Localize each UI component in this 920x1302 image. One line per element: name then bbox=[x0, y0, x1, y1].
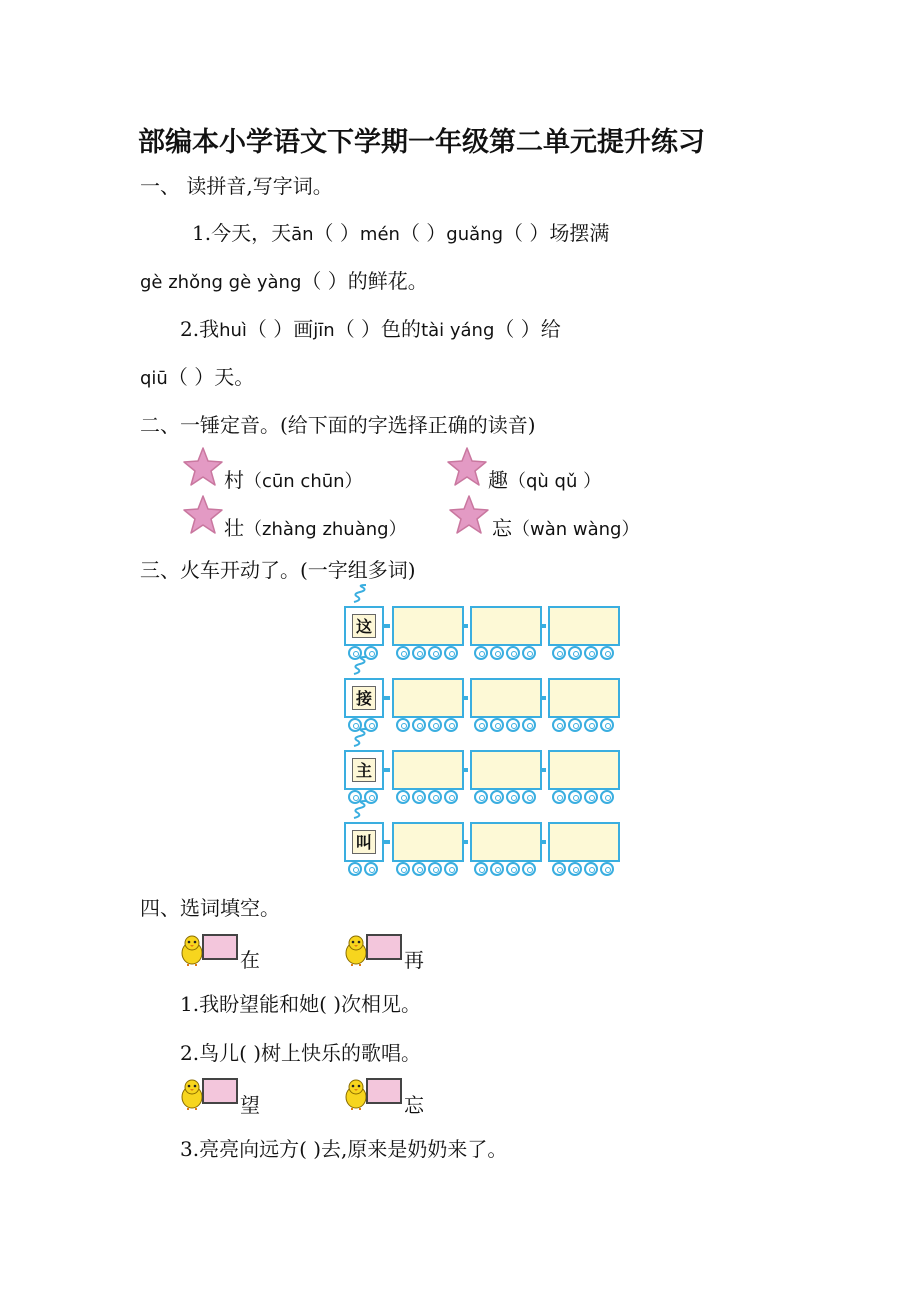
page-title: 部编本小学语文下学期一年级第二单元提升练习 bbox=[138, 127, 705, 158]
train bbox=[344, 668, 634, 732]
wheel-icon bbox=[552, 790, 566, 804]
train-car-answer-box bbox=[548, 606, 620, 646]
answer-box bbox=[202, 934, 238, 960]
wheel-icon bbox=[600, 718, 614, 732]
wheel-icon bbox=[490, 718, 504, 732]
wheel-icon bbox=[428, 718, 442, 732]
car-coupling bbox=[540, 768, 546, 772]
car-coupling bbox=[462, 696, 468, 700]
item-zhuang: 壮（zhàng zhuàng） bbox=[224, 516, 407, 540]
train-engine bbox=[344, 822, 384, 862]
wheel-icon bbox=[428, 790, 442, 804]
wheel-icon bbox=[584, 646, 598, 660]
wheel-icon bbox=[412, 862, 426, 876]
wheel-icon bbox=[568, 718, 582, 732]
train bbox=[344, 812, 634, 876]
train-car-answer-box bbox=[548, 678, 620, 718]
train-engine bbox=[344, 606, 384, 646]
wheel-icon bbox=[474, 718, 488, 732]
q2-line2: qiū（ ）天。 bbox=[140, 365, 255, 389]
wheel-icon bbox=[506, 718, 520, 732]
q4-2: 2.鸟儿( )树上快乐的歌唱。 bbox=[180, 1041, 422, 1065]
wheel-icon bbox=[444, 790, 458, 804]
item-qu: 趣（qù qǔ ） bbox=[488, 468, 602, 492]
wheel-icon bbox=[568, 790, 582, 804]
car-coupling bbox=[384, 624, 390, 628]
train-car-answer-box bbox=[392, 750, 464, 790]
train-engine bbox=[344, 678, 384, 718]
section3-heading: 三、火车开动了。(一字组多词) bbox=[140, 558, 416, 582]
car-coupling bbox=[540, 696, 546, 700]
wheel-icon bbox=[412, 718, 426, 732]
wheel-icon bbox=[490, 646, 504, 660]
wheel-icon bbox=[396, 718, 410, 732]
car-coupling bbox=[384, 768, 390, 772]
wheel-icon bbox=[428, 646, 442, 660]
engine-character: 主 bbox=[352, 758, 376, 782]
engine-character: 这 bbox=[352, 614, 376, 638]
item-wang: 忘（wàn wàng） bbox=[492, 516, 640, 540]
wheel-icon bbox=[474, 790, 488, 804]
wheel-icon bbox=[522, 790, 536, 804]
train-car-answer-box bbox=[392, 606, 464, 646]
wheel-icon bbox=[412, 790, 426, 804]
car-coupling bbox=[462, 768, 468, 772]
wheel-icon bbox=[552, 718, 566, 732]
wheel-icon bbox=[522, 862, 536, 876]
car-coupling bbox=[384, 696, 390, 700]
wheel-icon bbox=[584, 718, 598, 732]
train-car-answer-box bbox=[392, 822, 464, 862]
train-car-answer-box bbox=[470, 678, 542, 718]
q4-1: 1.我盼望能和她( )次相见。 bbox=[180, 992, 422, 1016]
wheel-icon bbox=[584, 790, 598, 804]
train-car-answer-box bbox=[548, 822, 620, 862]
wheel-icon bbox=[584, 862, 598, 876]
wheel-icon bbox=[396, 862, 410, 876]
car-coupling bbox=[540, 624, 546, 628]
wheel-icon bbox=[444, 862, 458, 876]
section4-heading: 四、选词填空。 bbox=[140, 896, 280, 920]
train-car-answer-box bbox=[470, 750, 542, 790]
wheel-icon bbox=[522, 646, 536, 660]
wheel-icon bbox=[474, 862, 488, 876]
train-car-answer-box bbox=[548, 750, 620, 790]
star-icon bbox=[446, 446, 488, 488]
section1-heading: 一、 读拼音,写字词。 bbox=[140, 174, 333, 198]
chick-icon bbox=[180, 1078, 204, 1110]
wheel-icon bbox=[396, 646, 410, 660]
wheel-icon bbox=[506, 862, 520, 876]
smoke-icon bbox=[350, 584, 372, 604]
wheel-icon bbox=[552, 646, 566, 660]
chick-icon bbox=[180, 934, 204, 966]
wheel-icon bbox=[428, 862, 442, 876]
word-wang: 望 bbox=[240, 1093, 260, 1117]
wheel-icon bbox=[364, 862, 378, 876]
q2-line1: 2.我huì（ ）画jīn（ ）色的tài yáng（ ）给 bbox=[180, 317, 561, 341]
car-coupling bbox=[540, 840, 546, 844]
answer-box bbox=[366, 934, 402, 960]
word-zai2: 再 bbox=[404, 948, 424, 972]
smoke-icon bbox=[350, 728, 372, 748]
wheel-icon bbox=[490, 862, 504, 876]
train-engine bbox=[344, 750, 384, 790]
wheel-icon bbox=[474, 646, 488, 660]
star-icon bbox=[182, 446, 224, 488]
car-coupling bbox=[462, 840, 468, 844]
wheel-icon bbox=[506, 646, 520, 660]
wheel-icon bbox=[348, 862, 362, 876]
smoke-icon bbox=[350, 800, 372, 820]
word-wang2: 忘 bbox=[404, 1093, 424, 1117]
wheel-icon bbox=[568, 862, 582, 876]
chick-icon bbox=[344, 1078, 368, 1110]
answer-box bbox=[202, 1078, 238, 1104]
wheel-icon bbox=[444, 718, 458, 732]
car-coupling bbox=[384, 840, 390, 844]
engine-character: 接 bbox=[352, 686, 376, 710]
wheel-icon bbox=[600, 790, 614, 804]
wheel-icon bbox=[568, 646, 582, 660]
smoke-icon bbox=[350, 656, 372, 676]
wheel-icon bbox=[552, 862, 566, 876]
item-cun: 村（cūn chūn） bbox=[224, 468, 363, 492]
train-car-answer-box bbox=[470, 822, 542, 862]
chick-icon bbox=[344, 934, 368, 966]
wheel-icon bbox=[412, 646, 426, 660]
wheel-icon bbox=[506, 790, 520, 804]
car-coupling bbox=[462, 624, 468, 628]
train bbox=[344, 596, 634, 660]
section2-heading: 二、一锤定音。(给下面的字选择正确的读音) bbox=[140, 413, 536, 437]
star-icon bbox=[448, 494, 490, 536]
wheel-icon bbox=[600, 862, 614, 876]
star-icon bbox=[182, 494, 224, 536]
q4-3: 3.亮亮向远方( )去,原来是奶奶来了。 bbox=[180, 1137, 508, 1161]
train-car-answer-box bbox=[470, 606, 542, 646]
wheel-icon bbox=[396, 790, 410, 804]
q1-line1: 1.今天，天ān（ ）mén（ ）guǎng（ ）场摆满 bbox=[192, 221, 610, 245]
q1-line2: gè zhǒng gè yàng（ ）的鲜花。 bbox=[140, 269, 428, 293]
wheel-icon bbox=[522, 718, 536, 732]
answer-box bbox=[366, 1078, 402, 1104]
wheel-icon bbox=[444, 646, 458, 660]
train-car-answer-box bbox=[392, 678, 464, 718]
word-zai: 在 bbox=[240, 948, 260, 972]
wheel-icon bbox=[600, 646, 614, 660]
wheel-icon bbox=[490, 790, 504, 804]
train bbox=[344, 740, 634, 804]
engine-character: 叫 bbox=[352, 830, 376, 854]
